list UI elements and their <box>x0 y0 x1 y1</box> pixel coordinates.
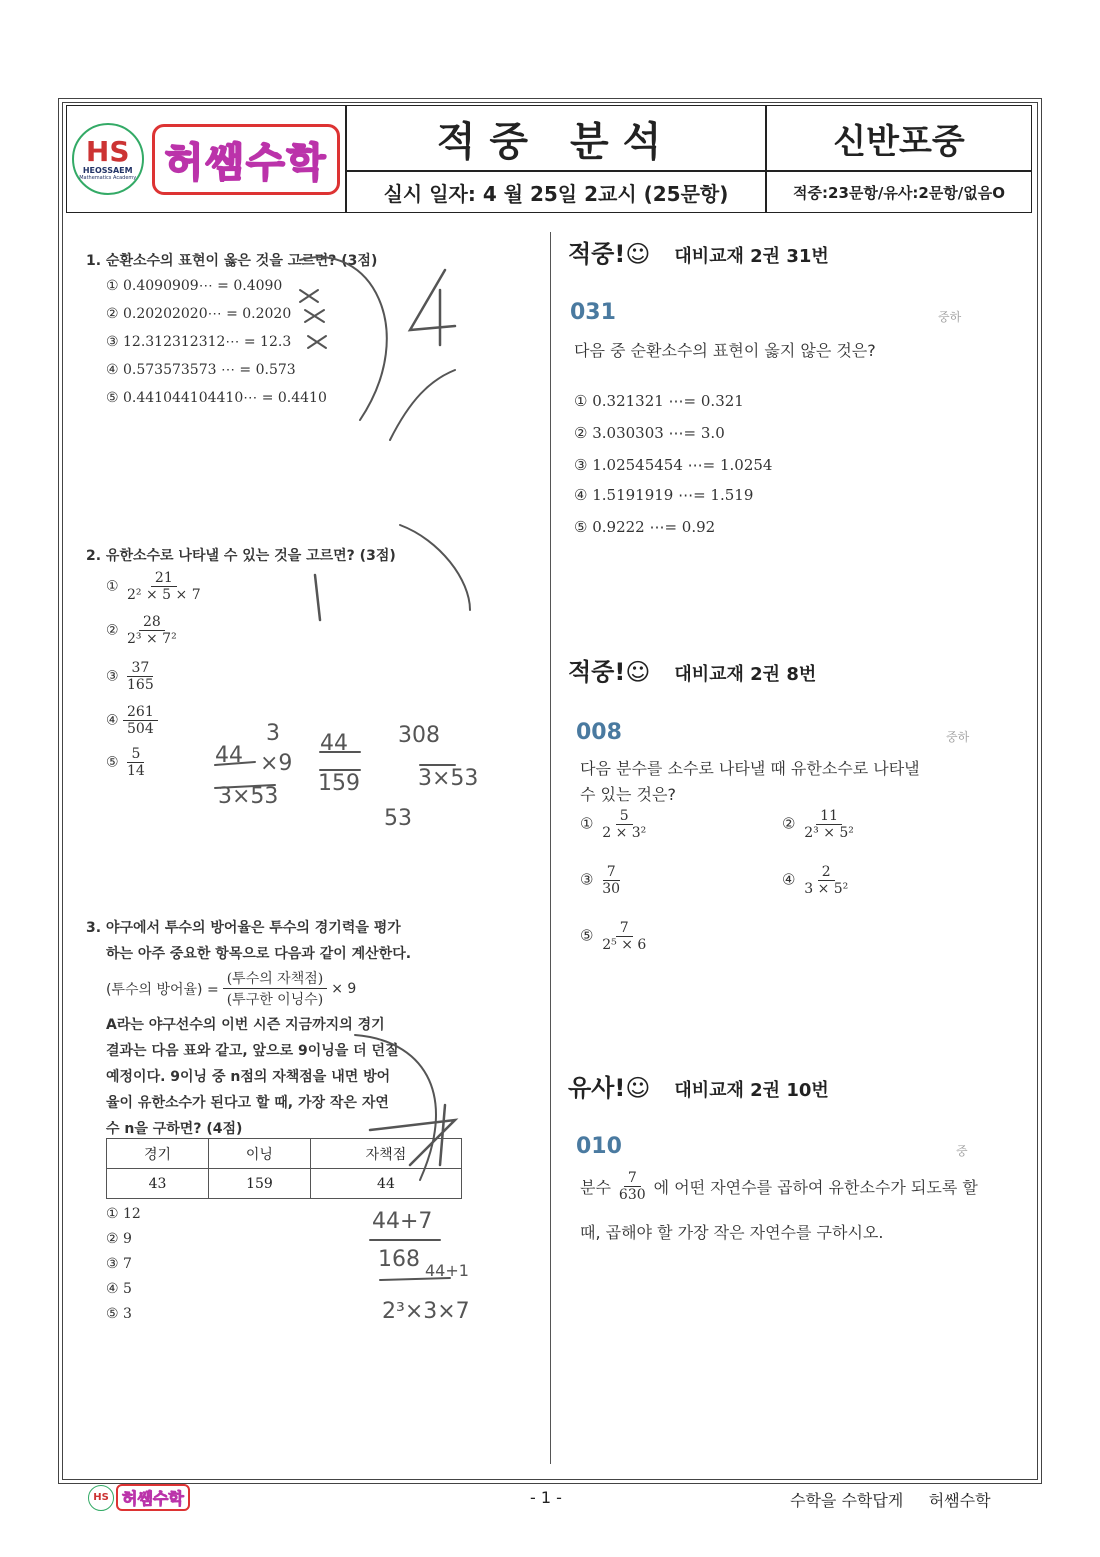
header-table <box>66 105 1032 213</box>
table-cell: 43 <box>107 1169 209 1199</box>
q2-option-2-mark: ② <box>106 622 119 639</box>
column-divider <box>550 232 551 1464</box>
q3-body-line-2: 결과는 다음 표와 같고, 앞으로 9이닝을 더 던질 <box>106 1043 399 1059</box>
table-header: 이닝 <box>208 1139 310 1169</box>
hit-marker-1 <box>568 234 829 269</box>
problem-option <box>782 864 852 897</box>
question-2-stem: 2. 유한소수로 나타낼 수 있는 것을 고르면? (3점) <box>86 548 396 564</box>
q3-body-line-3: 예정이다. 9이닝 중 n점의 자책점을 내면 방어 <box>106 1069 391 1085</box>
title-cell <box>347 106 767 212</box>
numerator: 261 <box>123 704 158 721</box>
denominator: 2³ × 7² <box>127 631 177 647</box>
numerator: 21 <box>151 570 177 587</box>
similar-marker <box>568 1068 829 1103</box>
logo <box>72 123 341 195</box>
logo-text: 허쌤수학 <box>152 124 341 195</box>
hit-marker-2 <box>568 652 816 687</box>
denominator: 504 <box>127 721 154 737</box>
numerator: (투수의 자책점) <box>223 968 328 989</box>
q3-body <box>106 1012 399 1142</box>
handwriting-text: 3×53 <box>418 766 479 791</box>
option-mark: ② <box>782 814 796 833</box>
q1-option-3: ③ 12.312312312⋯ = 12.3 <box>106 334 292 350</box>
problem-number: 031 <box>570 300 616 325</box>
q2-option-5-mark: ⑤ <box>106 754 119 771</box>
handwriting-text: 308 <box>398 723 440 748</box>
denominator: 165 <box>127 677 154 693</box>
handwriting-text: 2³×3×7 <box>382 1299 470 1324</box>
question-1 <box>86 250 377 270</box>
school-cell <box>767 106 1031 212</box>
q2-option-4-mark: ④ <box>106 712 119 729</box>
denominator: 14 <box>127 763 145 779</box>
marker-label: 적중!☺ <box>568 240 651 268</box>
table-header: 경기 <box>107 1139 209 1169</box>
q3-option-2: ② 9 <box>106 1231 132 1247</box>
table-header: 자책점 <box>310 1139 461 1169</box>
page-number: - 1 - <box>530 1488 562 1507</box>
option-mark: ③ <box>580 870 594 889</box>
option-fraction <box>598 864 624 897</box>
q3-formula-right: × 9 <box>331 980 357 997</box>
denominator: 2⁵ × 6 <box>602 937 647 953</box>
question-2 <box>86 545 396 565</box>
footer-slogan: 수학을 수학답게 허쌤수학 <box>790 1491 991 1510</box>
question-suffix: 에 어떤 자연수를 곱하여 유한소수가 되도록 할 <box>653 1178 978 1197</box>
hs-brand-sub: Mathematics Academy <box>79 174 137 181</box>
doc-title: 적중 분석 <box>347 106 765 172</box>
denominator: 30 <box>602 881 621 897</box>
q2-option-3-fraction <box>123 660 158 693</box>
problem-option <box>580 808 650 841</box>
question-3 <box>86 915 411 967</box>
handwriting-text: 44 <box>215 743 243 768</box>
problem-option <box>580 920 650 953</box>
option-mark: ④ <box>782 870 796 889</box>
denominator: 2 × 3² <box>602 825 647 841</box>
problem-number: 010 <box>576 1134 622 1159</box>
denominator: 2² × 5 × 7 <box>127 587 201 603</box>
problem-option: ④ 1.5191919 ⋯= 1.519 <box>574 486 754 504</box>
q2-option-2 <box>106 614 181 647</box>
q2-option-3-mark: ③ <box>106 668 119 685</box>
q2-option-1-mark: ① <box>106 578 119 595</box>
q3-option-3: ③ 7 <box>106 1256 132 1272</box>
logo-cell <box>67 106 347 212</box>
problem-question <box>580 756 920 808</box>
numerator: 7 <box>603 864 620 881</box>
q3-stem-line-2: 하는 아주 중요한 항목으로 다음과 같이 계산한다. <box>106 946 412 962</box>
numerator: 7 <box>616 920 633 937</box>
option-mark: ① <box>580 814 594 833</box>
numerator: 37 <box>127 660 153 677</box>
numerator: 5 <box>616 808 633 825</box>
q2-option-5-fraction <box>123 746 149 779</box>
option-fraction <box>598 808 650 841</box>
question-fraction <box>615 1170 650 1203</box>
hs-logo-badge <box>72 123 144 195</box>
hs-brand-en: HEOSSAEM <box>82 165 133 175</box>
problem-question: 다음 중 순환소수의 표현이 옳지 않은 것은? <box>574 341 876 360</box>
q1-option-1: ① 0.4090909⋯ = 0.4090 <box>106 278 283 294</box>
handwriting-text: 168 <box>378 1247 420 1272</box>
q2-option-1 <box>106 570 205 603</box>
marker-label: 유사!☺ <box>568 1074 651 1102</box>
handwriting-text: ×9 <box>260 751 293 776</box>
q3-formula-fraction <box>223 968 328 1009</box>
handwriting-text: 44+1 <box>425 1261 469 1280</box>
difficulty-label: 중하 <box>938 310 962 324</box>
footer-logo-text: 허쌤수학 <box>116 1484 190 1511</box>
numerator: 5 <box>127 746 144 763</box>
denominator: (투구한 이닝수) <box>226 992 324 1008</box>
q3-stem-line-1: 3. 야구에서 투수의 방어율은 투수의 경기력을 평가 <box>86 920 401 936</box>
numerator: 7 <box>624 1170 641 1187</box>
difficulty-label: 중 <box>956 1144 968 1158</box>
problem-number: 008 <box>576 720 622 745</box>
table-cell: 159 <box>208 1169 310 1199</box>
problem-option <box>782 808 858 841</box>
q1-option-4: ④ 0.573573573 ⋯ = 0.573 <box>106 362 296 378</box>
school-name: 신반포중 <box>767 106 1031 172</box>
denominator: 3 × 5² <box>804 881 849 897</box>
option-fraction <box>598 920 650 953</box>
q2-option-4-fraction <box>123 704 158 737</box>
handwriting-text: 3 <box>266 721 280 746</box>
q3-formula <box>106 968 356 1009</box>
hit-stats: 적중:23문항/유사:2문항/없음O <box>793 183 1005 202</box>
table-cell: 44 <box>310 1169 461 1199</box>
q3-option-4: ④ 5 <box>106 1281 132 1297</box>
hs-letters: HS <box>85 134 130 168</box>
exam-date: 실시 일자: 4 월 25일 2교시 (25문항) <box>383 181 729 206</box>
denominator: 630 <box>618 1187 646 1203</box>
footer-logo <box>88 1484 190 1511</box>
handwriting-text: 3×53 <box>218 784 279 809</box>
numerator: 11 <box>816 808 842 825</box>
footer-hs-badge: HS <box>88 1485 114 1511</box>
q3-body-line-1: A라는 야구선수의 이번 시즌 지금까지의 경기 <box>106 1017 385 1033</box>
handwriting-text: 44 <box>320 731 348 756</box>
q3-option-5: ⑤ 3 <box>106 1306 132 1322</box>
marker-ref: 대비교재 2권 10번 <box>674 1080 829 1101</box>
question-line-2: 때, 곱해야 할 가장 작은 자연수를 구하시오. <box>580 1223 884 1242</box>
q3-formula-left: (투수의 방어율) = <box>106 981 219 998</box>
question-line-1: 다음 분수를 소수로 나타낼 때 유한소수로 나타낼 <box>580 759 920 778</box>
q2-option-2-fraction <box>123 614 181 647</box>
problem-option: ① 0.321321 ⋯= 0.321 <box>574 392 744 410</box>
q3-option-1: ① 12 <box>106 1206 141 1222</box>
numerator: 28 <box>139 614 165 631</box>
q3-body-line-5: 수 n을 구하면? (4점) <box>106 1121 243 1137</box>
problem-option: ② 3.030303 ⋯= 3.0 <box>574 424 725 442</box>
handwriting-text: 159 <box>318 771 360 796</box>
q2-option-5 <box>106 746 149 779</box>
numerator: 2 <box>818 864 835 881</box>
denominator: 2³ × 5² <box>804 825 854 841</box>
q2-option-1-fraction <box>123 570 205 603</box>
q2-option-4 <box>106 704 158 737</box>
table-row <box>107 1169 462 1199</box>
problem-option: ⑤ 0.9222 ⋯= 0.92 <box>574 518 716 536</box>
q3-stat-table <box>106 1138 462 1199</box>
marker-ref: 대비교재 2권 31번 <box>674 246 829 267</box>
q1-option-5: ⑤ 0.441044104410⋯ = 0.4410 <box>106 390 327 406</box>
handwriting-text: 44+7 <box>372 1209 433 1234</box>
marker-label: 적중!☺ <box>568 658 651 686</box>
question-1-stem: 1. 순환소수의 표현이 옳은 것을 고르면? (3점) <box>86 253 378 269</box>
marker-ref: 대비교재 2권 8번 <box>674 664 817 685</box>
option-fraction <box>800 808 858 841</box>
handwriting-text: 53 <box>384 806 412 831</box>
problem-option <box>580 864 624 897</box>
problem-option: ③ 1.02545454 ⋯= 1.0254 <box>574 456 773 474</box>
table-row <box>107 1139 462 1169</box>
option-fraction <box>800 864 852 897</box>
problem-question <box>580 1170 978 1203</box>
question-line-2: 수 있는 것은? <box>580 785 676 804</box>
difficulty-label: 중하 <box>946 730 970 744</box>
q1-option-2: ② 0.20202020⋯ = 0.2020 <box>106 306 292 322</box>
question-prefix: 분수 <box>580 1178 611 1197</box>
q2-option-3 <box>106 660 158 693</box>
option-mark: ⑤ <box>580 926 594 945</box>
q3-body-line-4: 율이 유한소수가 된다고 할 때, 가장 작은 자연 <box>106 1095 389 1111</box>
